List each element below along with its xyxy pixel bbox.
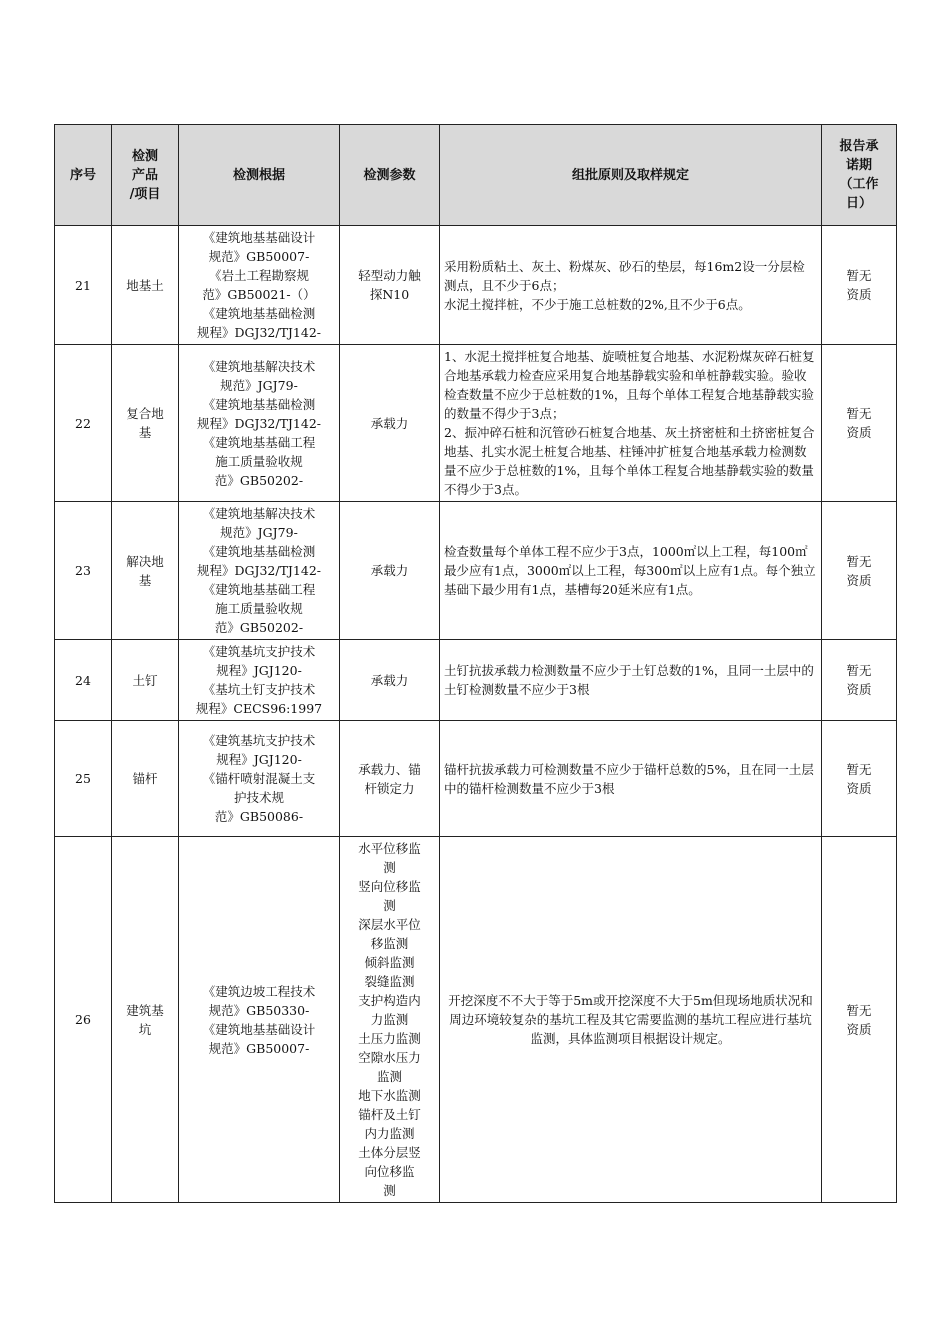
row-seq: 22 [55,345,112,502]
row-seq: 24 [55,640,112,721]
row-rule: 土钉抗拔承载力检测数量不应少于土钉总数的1%，且同一土层中的土钉检测数量不应少于3根 [440,640,822,721]
row-seq: 25 [55,721,112,837]
row-rule: 开挖深度不不大于等于5m或开挖深度不大于5m但现场地质状况和周边环境较复杂的基坑工程及其它需要监测的基坑工程应进行基坑监测，具体监测项目根据设计规定。 [440,837,822,1203]
row-basis: 《建筑地基解决技术 规范》JGJ79- 《建筑地基基础检测 规程》DGJ32/TJ142- 《建筑地基基础工程 施工质量验收规 范》GB50202- [179,502,340,640]
header-seq: 序号 [55,125,112,226]
row-item: 锚杆 [112,721,179,837]
row-item: 地基土 [112,226,179,345]
row-basis: 《建筑边坡工程技术 规范》GB50330- 《建筑地基基础设计 规范》GB50007- [179,837,340,1203]
header-basis: 检测根据 [179,125,340,226]
row-seq: 21 [55,226,112,345]
row-period: 暂无 资质 [822,640,897,721]
table-row [55,721,897,837]
row-item: 复合地 基 [112,345,179,502]
row-rule: 采用粉质粘土、灰土、粉煤灰、砂石的垫层，每16m2设一分层检测点，且不少于6点； 水泥土搅拌桩，不少于施工总桩数的2%,且不少于6点。 [440,226,822,345]
row-param: 轻型动力触 探N10 [340,226,440,345]
row-rule: 检查数量每个单体工程不应少于3点，1000㎡以上工程，每100㎡最少应有1点，3000㎡以上工程，每300㎡以上应有1点。每个独立基础下最少用有1点，基槽每20延米应有1点。 [440,502,822,640]
row-period: 暂无 资质 [822,502,897,640]
row-param: 水平位移监 测 竖向位移监 测 深层水平位 移监测 倾斜监测 裂缝监测 支护构造内 力监测 土压力监测 空隙水压力 监测 地下水监测 锚杆及土钉 内力监测 土体分层竖 向位移监 测 [340,837,440,1203]
inspection-table [54,124,897,1203]
header-item: 检测 产品 /项目 [112,125,179,226]
table-row [55,502,897,640]
row-period: 暂无 资质 [822,226,897,345]
table-row [55,640,897,721]
row-period: 暂无 资质 [822,345,897,502]
table-row [55,345,897,502]
header-rule: 组批原则及取样规定 [440,125,822,226]
row-seq: 23 [55,502,112,640]
row-param: 承载力 [340,640,440,721]
header-param: 检测参数 [340,125,440,226]
table-row [55,837,897,1203]
row-basis: 《建筑地基解决技术 规范》JGJ79- 《建筑地基基础检测 规程》DGJ32/TJ142- 《建筑地基基础工程 施工质量验收规 范》GB50202- [179,345,340,502]
header-row [55,125,897,226]
table-row [55,226,897,345]
row-item: 建筑基 坑 [112,837,179,1203]
row-basis: 《建筑基坑支护技术 规程》JGJ120- 《基坑土钉支护技术 规程》CECS96:1997 [179,640,340,721]
row-param: 承载力 [340,345,440,502]
row-param: 承载力、锚 杆锁定力 [340,721,440,837]
row-basis: 《建筑基坑支护技术 规程》JGJ120- 《锚杆喷射混凝土支 护技术规 范》GB50086- [179,721,340,837]
row-rule: 锚杆抗拔承载力可检测数量不应少于锚杆总数的5%，且在同一土层中的锚杆检测数量不应少于3根 [440,721,822,837]
row-period: 暂无 资质 [822,837,897,1203]
header-period: 报告承 诺期 （工作 日） [822,125,897,226]
row-item: 土钉 [112,640,179,721]
row-seq: 26 [55,837,112,1203]
row-rule: 1、水泥土搅拌桩复合地基、旋喷桩复合地基、水泥粉煤灰碎石桩复合地基承载力检查应采用复合地基静载实验和单桩静载实验。验收检查数量不应少于总桩数的1%，且每个单体工程复合地基静载实验的数量不得少于3点； 2、振冲碎石桩和沉管砂石桩复合地基、灰土挤密桩和土挤密桩复合地基、扎实水泥土桩复合地基、柱锤冲扩桩复合地基承载力检测数量不应少于总桩数的1%，且每个单体工程复合地基静载实验的数量不得少于3点。 [440,345,822,502]
row-item: 解决地 基 [112,502,179,640]
row-basis: 《建筑地基基础设计 规范》GB50007- 《岩土工程勘察规 范》GB50021-（） 《建筑地基基础检测 规程》DGJ32/TJ142- [179,226,340,345]
row-period: 暂无 资质 [822,721,897,837]
row-param: 承载力 [340,502,440,640]
